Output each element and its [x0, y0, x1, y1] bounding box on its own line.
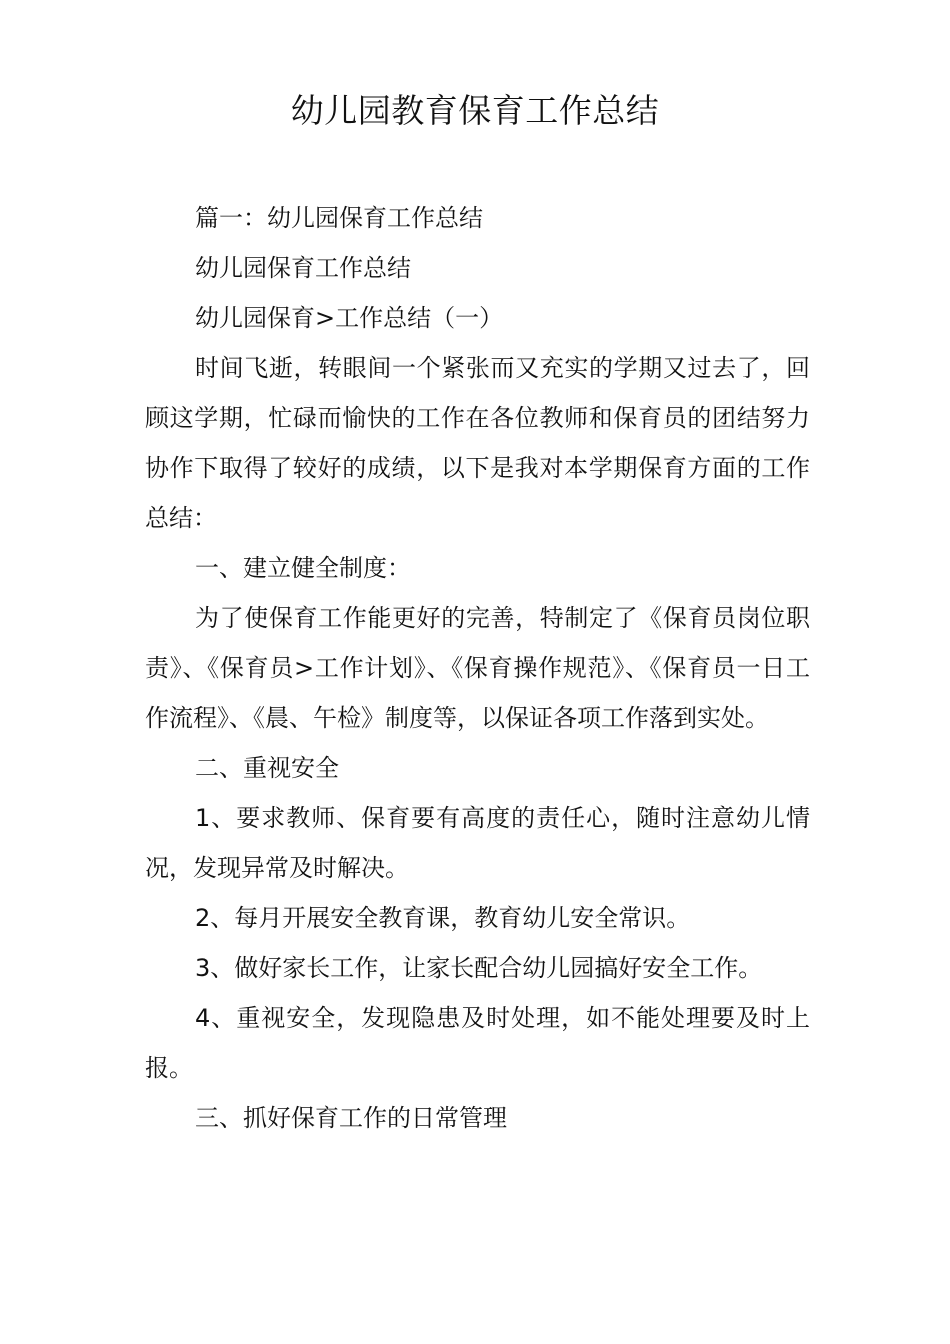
section-heading-part-one: 篇一：幼儿园保育工作总结 [195, 204, 483, 232]
subtitle-part-one: 幼儿园保育>工作总结（一） [195, 304, 504, 332]
system-paragraph: 为了使保育工作能更好的完善，特制定了《保育员岗位职责》、《保育员>工作计划》、《保育操作规范》、《保育员一日工作流程》、《晨、午检》制度等，以保证各项工作落到实处。 [145, 604, 810, 732]
heading-system: 一、建立健全制度： [195, 554, 411, 582]
intro-paragraph: 时间飞逝，转眼间一个紧张而又充实的学期又过去了，回顾这学期，忙碌而愉快的工作在各位教师和保育员的团结努力协作下取得了较好的成绩，以下是我对本学期保育方面的工作总结： [145, 354, 810, 532]
safety-item-2: 2、每月开展安全教育课，教育幼儿安全常识。 [195, 904, 691, 932]
subtitle: 幼儿园保育工作总结 [195, 254, 411, 282]
heading-daily-management: 三、抓好保育工作的日常管理 [195, 1104, 507, 1132]
heading-safety: 二、重视安全 [195, 754, 339, 782]
document-body [145, 193, 810, 1143]
document-title: 幼儿园教育保育工作总结 [290, 91, 660, 130]
safety-item-1: 1、要求教师、保育要有高度的责任心，随时注意幼儿情况，发现异常及时解决。 [145, 804, 810, 882]
safety-item-3: 3、做好家长工作，让家长配合幼儿园搞好安全工作。 [195, 954, 763, 982]
safety-item-4: 4、重视安全，发现隐患及时处理，如不能处理要及时上报。 [145, 1004, 810, 1082]
